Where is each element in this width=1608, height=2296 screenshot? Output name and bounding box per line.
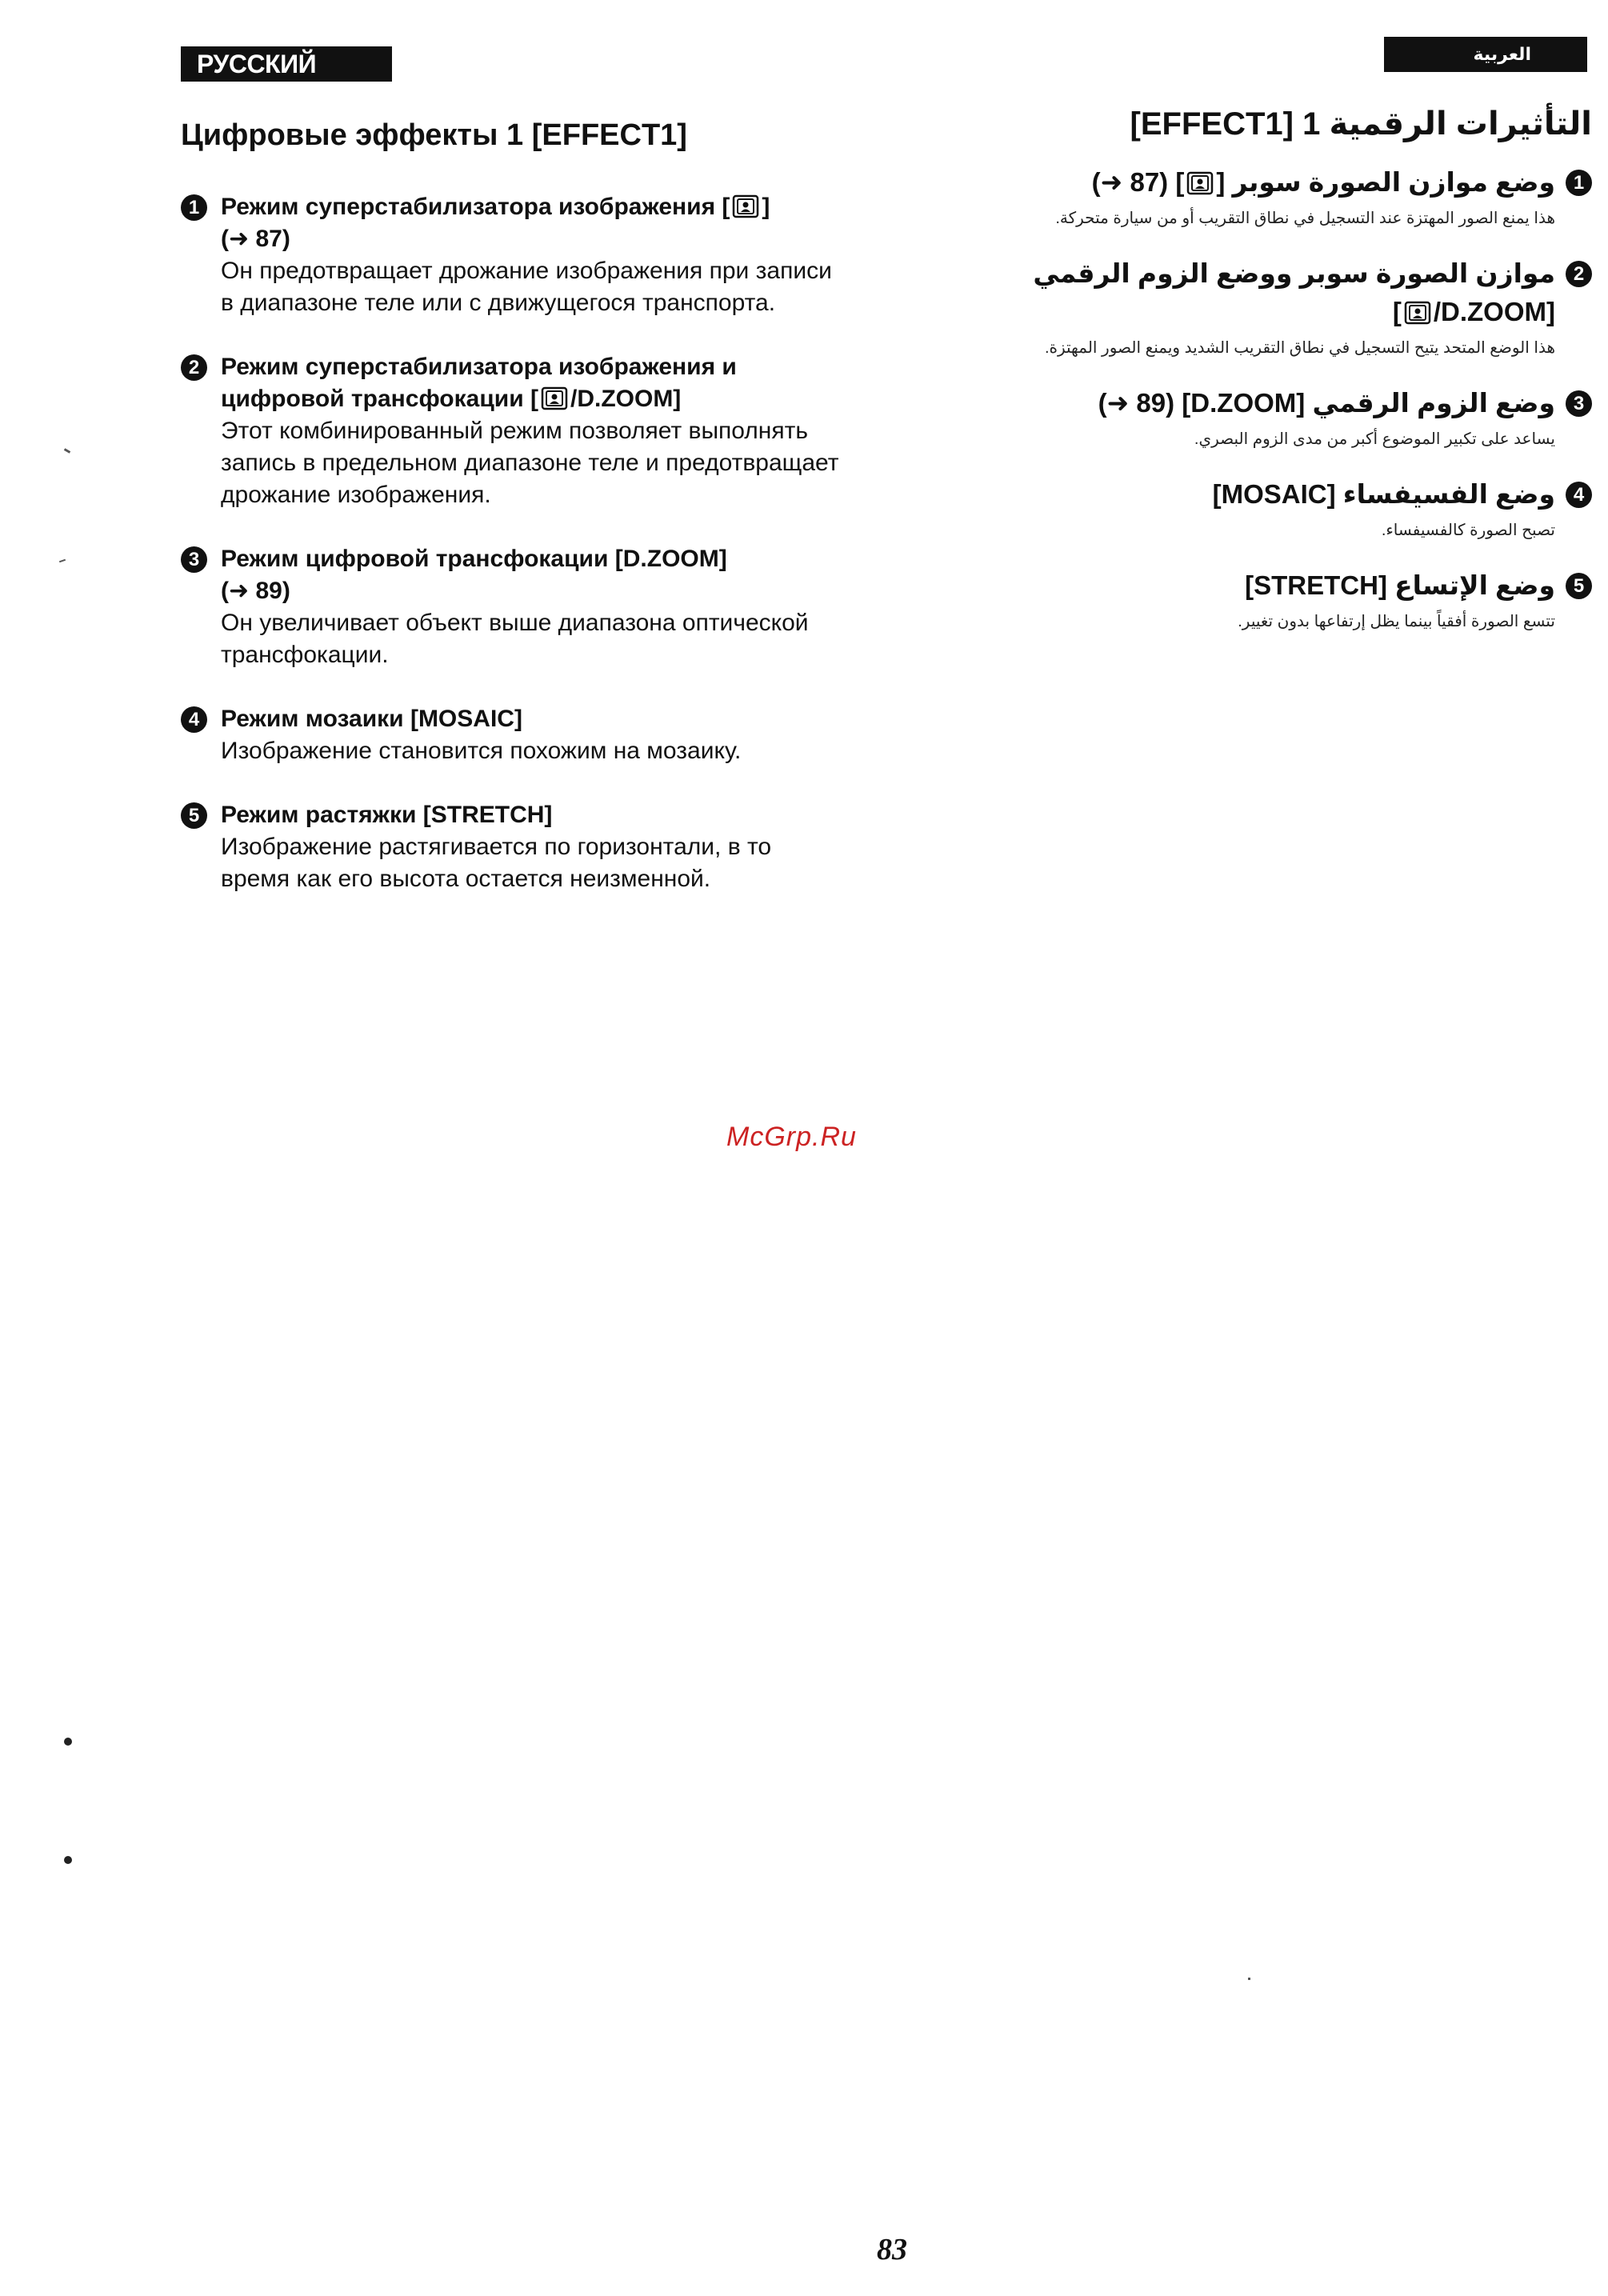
ru-item-2 [181,351,845,511]
number-badge-5: 5 [1566,573,1592,599]
ru-item-2-desc: Этот комбинированный режим позволяет выполнять запись в предельном диапазоне теле и предотвращает дрожание изображения. [221,418,839,508]
ar-item-1-title [984,163,1555,202]
ar-item-3-desc: يساعد على تكبير الموضوع أكبر من مدى الزوم البصري. [1194,430,1555,448]
scan-speck [59,559,66,563]
ar-item-1-title-close: ] [1175,167,1185,197]
ar-item-3 [984,384,1592,453]
ru-item-4-desc: Изображение становится похожим на мозаику. [221,738,742,764]
ru-item-4-title: Режим мозаики [MOSAIC] [221,706,522,732]
ru-item-5-desc: Изображение растягивается по горизонтали, в то время как его высота остается неизменной. [221,834,772,892]
margin-dot [64,1856,72,1864]
ar-item-3-title-text: وضع الزوم الرقمي [D.ZOOM] [1182,388,1555,418]
ar-item-2-title-line2 [984,293,1555,331]
number-badge-1: 1 [181,194,207,221]
number-badge-5: 5 [181,802,207,829]
ru-item-2-title-close: /D.ZOOM] [570,386,682,412]
ar-item-2-title: موازن الصورة سوبر ووضع الزوم الرقمي [1033,258,1555,288]
ru-item-5-title: Режим растяжки [STRETCH] [221,802,553,828]
ar-item-5 [984,566,1592,635]
scan-speck [64,448,70,454]
number-badge-3: 3 [181,546,207,573]
ar-item-2 [984,254,1592,362]
ru-item-3-ref: (➜ 89) [221,578,290,604]
ar-item-3-title [984,384,1555,422]
russian-heading: Цифровые эффекты 1 [EFFECT1] [181,118,687,152]
ar-item-1-title-text: وضع موازن الصورة سوبر [ [1216,167,1555,197]
ar-item-2-desc: هذا الوضع المتحد يتيح التسجيل في نطاق التقريب الشديد ويمنع الصور المهتزة. [1044,339,1555,357]
ru-item-2-title-text: Режим суперстабилизатора изображения и цифровой трансфокации [ [221,354,737,412]
ru-item-4 [181,703,845,767]
number-badge-4: 4 [181,706,207,733]
ar-item-1 [984,163,1592,232]
ru-item-1 [181,191,845,319]
language-tab-arabic: العربية [1384,37,1587,72]
arabic-heading: التأثيرات الرقمية 1 [EFFECT1] [1130,106,1592,142]
stabilizer-icon [732,194,759,218]
ru-item-3-title: Режим цифровой трансфокации [D.ZOOM] [221,546,727,572]
stabilizer-icon [1404,301,1431,325]
ar-item-5-desc: تتسع الصورة أفقياً بينما يظل إرتفاعها بدون تغيير. [1238,613,1555,630]
number-badge-3: 3 [1566,390,1592,417]
stabilizer-icon [1186,171,1214,195]
ru-item-2-title [221,351,845,415]
ar-item-2-line2 [1393,297,1555,326]
ru-item-5 [181,799,845,895]
russian-column [181,118,845,927]
ar-item-1-ref: (➜ 87) [1091,167,1169,197]
ru-item-3-desc: Он увеличивает объект выше диапазона оптической трансфокации. [221,610,809,668]
watermark: McGrp.Ru [726,1122,857,1152]
ru-item-1-title [221,191,845,223]
ru-item-1-title-close: ] [762,194,770,220]
ar-item-1-desc: هذا يمنع الصور المهتزة عند التسجيل في نطاق التقريب أو من سيارة متحركة. [1055,210,1555,227]
ru-item-1-ref: (➜ 87) [221,226,290,252]
ru-item-1-desc: Он предотвращает дрожание изображения при записи в диапазоне теле или с движущегося транспорта. [221,258,832,316]
ru-item-3 [181,543,845,671]
arabic-column [984,106,1592,658]
ar-item-2-open: [ [1392,297,1402,326]
ru-item-1-title-text: Режим суперстабилизатора изображения [ [221,194,730,220]
ar-item-5-title: وضع الإتساع [STRETCH] [1245,570,1555,600]
number-badge-4: 4 [1566,482,1592,508]
ar-item-4-desc: تصبح الصورة كالفسيفساء. [1381,522,1555,539]
number-badge-2: 2 [1566,261,1592,287]
scan-speck [1248,1978,1250,1980]
ar-item-4 [984,475,1592,544]
language-tab-russian: РУССКИЙ ЯЗЫК [181,46,392,82]
number-badge-1: 1 [1566,170,1592,196]
ar-item-3-ref: (➜ 89) [1098,388,1175,418]
ar-item-4-title: وضع الفسيفساء [MOSAIC] [1212,479,1555,509]
page-number: 83 [877,2233,907,2266]
ar-item-2-close: /D.ZOOM] [1433,297,1555,326]
stabilizer-icon [541,386,568,410]
margin-dot [64,1738,72,1746]
number-badge-2: 2 [181,354,207,381]
